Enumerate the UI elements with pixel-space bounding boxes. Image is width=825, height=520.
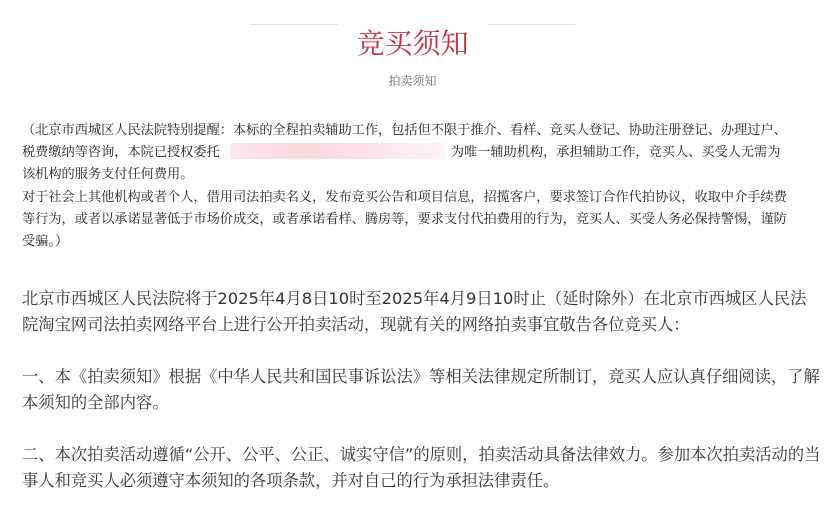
clause-2-paragraph: 二、本次拍卖活动遵循“公开、公平、公正、诚实守信”的原则，拍卖活动具备法律效力。参加本次拍卖活动的当事人和竞买人必须遵守本须知的各项条款，并对自己的行为承担法律责任。 — [22, 445, 821, 490]
page-title: 竞买须知 — [356, 26, 469, 60]
reminder-paragraph-2: 对于社会上其他机构或者个人，借用司法拍卖名义，发布竞买公告和项目信息，招揽客户，要求签订合作代拍协议，收取中介手续费等行为，或者以承诺显著低于市场价成交，或者承诺看样、腾房等，要求支付代拍费用的行为，竞买人、买受人务必保持警惕，谨防受骗。） — [22, 189, 787, 250]
title-row — [0, 0, 825, 60]
clause-1-paragraph: 一、本《拍卖须知》根据《中华人民共和国民事诉讼法》等相关法律规定所制订，竞买人应认真仔细阅读，了解本须知的全部内容。 — [22, 367, 820, 412]
redacted-agency-name — [230, 143, 445, 159]
court-reminder-notice — [22, 120, 792, 253]
title-divider-right — [487, 24, 575, 25]
reminder-text-before: （北京市西城区人民法院特别提醒：本标的全程拍卖辅助工作，包括但不限于推介、看样、竞买人登记、协助注册登记、办理过户、税费缴纳等咨询，本院已授权委托 — [22, 123, 787, 161]
intro-paragraph: 北京市西城区人民法院将于2025年4月8日10时至2025年4月9日10时止（延时除外）在北京市西城区人民法院淘宝网司法拍卖网络平台上进行公开拍卖活动，现就有关的网络拍卖事宜敬告各位竞买人： — [22, 289, 807, 334]
reminder-text-after: 为唯一辅助机构，承担辅助工作，竞买人、买受人无需为该机构的服务支付任何费用。 — [22, 145, 781, 183]
reminder-paragraph-1 — [22, 120, 792, 187]
page-subtitle: 拍卖须知 — [388, 74, 437, 88]
auction-notice-body — [22, 286, 822, 520]
